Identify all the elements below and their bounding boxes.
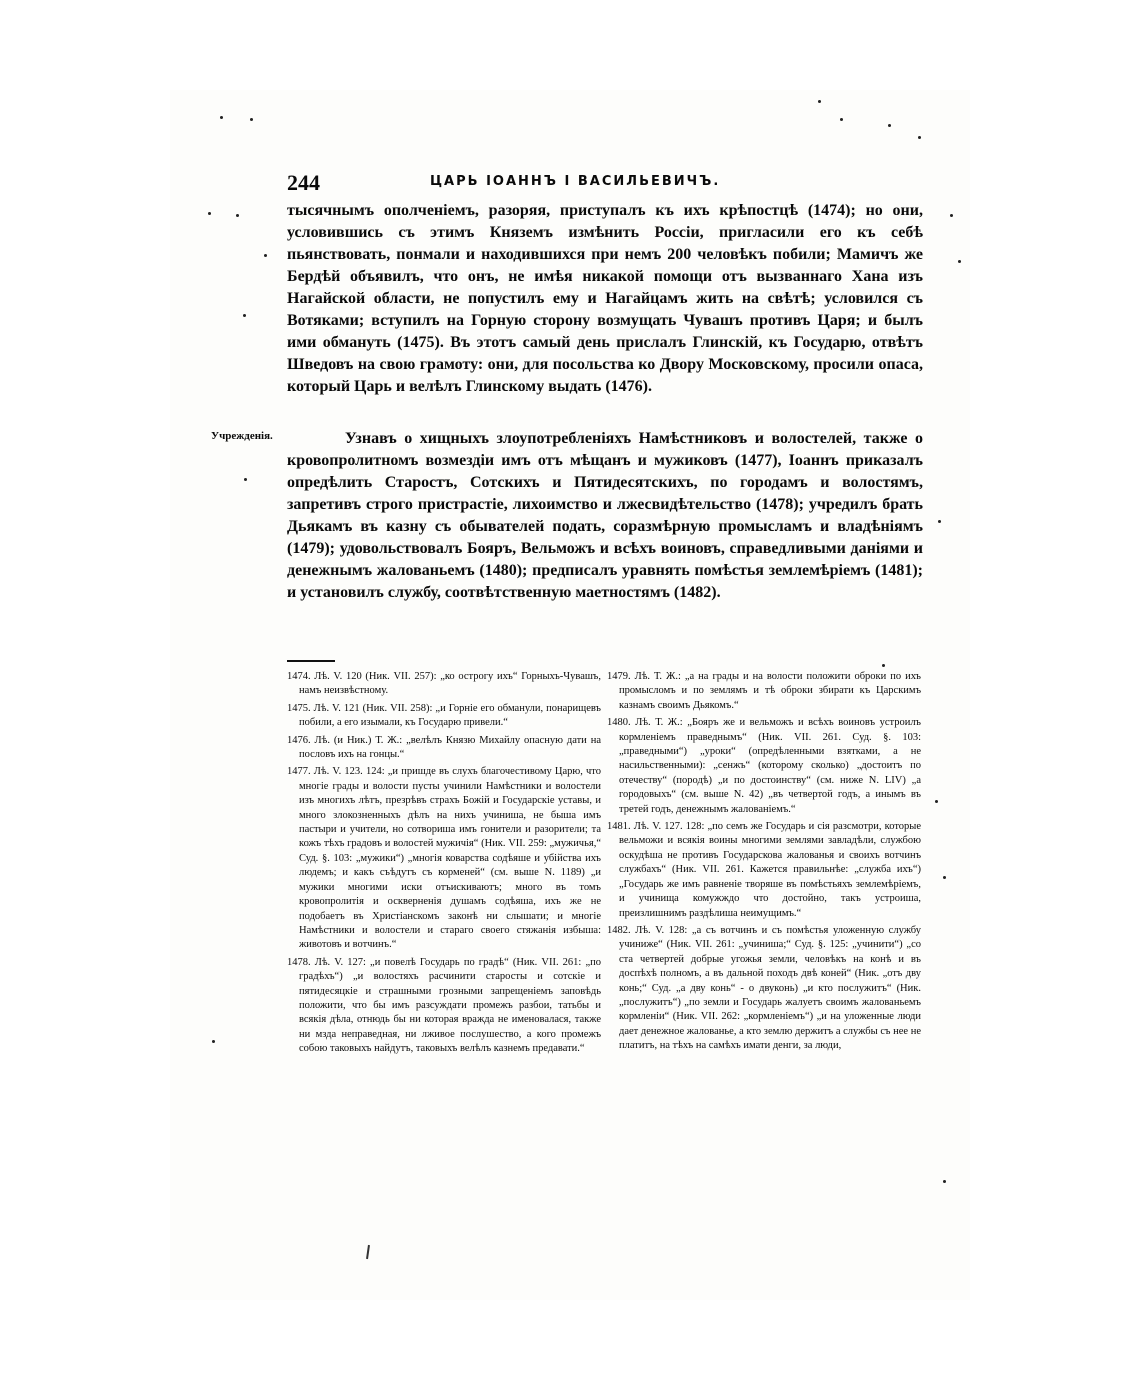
scan-speck: [243, 314, 246, 317]
footnotes-right-column: [607, 670, 921, 1057]
footnote: 1477. Лѣ. V. 123. 124: „и пришде въ слухъ благочестивому Царю, что многіе грады и волости пусты учинили Намѣстники и волостели изъ многихъ лѣтъ, презрѣвъ страхъ Божій и Государскіе уставы, и много злокозненныхъ дѣлъ на нихъ учиниша, не быша имъ пастыри и учители, но сотвориша имъ гонители и разорители; та кожъ тѣхъ градовъ и волостей мужичія“ (Ник. VII. 259: „мужичья,“ Суд. §. 103: „мужики“) „многія коварства содѣяше и убійства ихъ людемъ; и какъ съѣдутъ съ корменей“ (см. выше N. 1189) „и мужики многими иски отъискиваютъ; много въ томъ кровопролитія и оскверненія душамъ содѣяша, ихъ же не подобаетъ въ Христіанскомъ законѣ ни слышати; и многіе Намѣстники и волостели и стараго своего стяжанія избыша: животовъ и вотчинъ.“: [287, 766, 601, 951]
scan-speck: [882, 664, 885, 667]
footnotes-left-column: [287, 670, 601, 1060]
footnote: 1479. Лѣ. Т. Ж.: „а на грады и на волости положити оброки по ихъ промысломъ и по землямъ и тѣ оброки збирати къ Царскимъ казнамъ своимъ Дьякомъ.“: [607, 671, 921, 711]
scan-speck: [943, 876, 946, 879]
footnote: 1476. Лѣ. (и Ник.) Т. Ж.: „велѣлъ Князю Михайлу опасную дати на пословъ ихъ на гонцы.“: [287, 734, 601, 761]
page-number: 244: [287, 170, 320, 195]
running-title: ЦАРЬ ІОАННЪ І ВАСИЛЬЕВИЧЪ.: [430, 174, 721, 189]
scan-speck: [244, 478, 247, 481]
scan-speck: [935, 800, 938, 803]
scan-speck: [958, 260, 961, 263]
footnote: 1474. Лѣ. V. 120 (Ник. VII. 257): „ко острогу ихъ“ Горныхъ-Чувашъ, намъ неизвѣстному.: [287, 671, 601, 697]
scan-speck: [220, 116, 223, 119]
footnote: 1480. Лѣ. Т. Ж.: „Бояръ же и вельможъ и всѣхъ воиновъ устроилъ кормленіемъ праведнымъ“ (Ник. VII. 261. Суд. §. 103: „праведными“) „уроки“ (опредѣленными взятками, а не насильственными): „сенжъ“ (которому сколько) „достоитъ по отечеству“ (породѣ) „и по достоинству“ (см. ниже N. LIV) „а городовыхъ“ (см. выше N. 42) „въ четвертой годъ, а инымъ въ третей годъ, денежнымъ жалованіемъ.“: [607, 717, 921, 815]
body-paragraph-2: Узнавъ о хищныхъ злоупотребленіяхъ Намѣстниковъ и волостелей, также о кровопролитномъ возмездіи имъ отъ мѣщанъ и мужиковъ (1477), Іоаннъ приказалъ опредѣлить Старостъ, Сотскихъ и Пятидесятскихъ, по городамъ и волостямъ, запретивъ строго пристрастіе, лихоимство и лжесвидѣтельство (1478); учредилъ брать Дьякамъ въ казну съ обывателей подать, соразмѣрную промысламъ и владѣніямъ (1479); удовольствовалъ Бояръ, Вельможъ и всѣхъ воиновъ, справедливыми даніями и денежнымъ жалованьемъ (1480); предписалъ уравнять помѣстья землемѣріемъ (1481); и установилъ службу, соотвѣтственную маетностямъ (1482).: [287, 430, 923, 601]
margin-note: Учрежденія.: [211, 430, 273, 442]
scan-speck: [918, 136, 921, 139]
footnote: 1478. Лѣ. V. 127: „и повелѣ Государь по градѣ“ (Ник. VII. 261: „по градѣхъ“) „и волостяхъ расчинити старосты и сотскіе и пятидесяцкіе и страшными грозными запрещеніемъ заповѣдь положити, что бы имъ разсуждати промежъ разбои, татьбы и всякія дѣла, отнюдь бы ни которая вражда не именовалася, также ни мзда неправедная, ни лживое послушество, а кого промежъ собою таковыхъ найдутъ, таковыхъ велѣлъ казнемъ предавати.“: [287, 956, 601, 1055]
body-paragraph-1: тысячнымъ ополченіемъ, разоряя, приступалъ къ ихъ крѣпостцѣ (1474); но они, условившись съ этимъ Княземъ измѣнить Россіи, пригласили его къ себѣ пьянствовать, понмали и находившихся при немъ 200 человѣкъ побили; Мамичъ же Бердѣй объявилъ, что онъ, не имѣя никакой помощи отъ вызваннаго Хана изъ Нагайской области, не попустилъ ему и Нагайцамъ жить на свѣтѣ; условился съ Вотяками; вступилъ на Горную сторону возмущать Чувашъ противъ Царя; и былъ ими обмануть (1475). Въ этотъ самый день прислалъ Глинскій, къ Государю, отвѣтъ Шведовъ на свою грамоту: они, для посольства ко Двору Московскому, просили опаса, который Царь и велѣлъ Глинскому выдать (1476).: [287, 202, 923, 395]
scan-speck: [943, 1180, 946, 1183]
scan-speck: [818, 100, 821, 103]
scan-speck: [950, 214, 953, 217]
scan-speck: [938, 520, 941, 523]
footnote: 1481. Лѣ. V. 127. 128: „по семъ же Государь и сія разсмотри, которые вельможи и всякія воины многими землями завладѣли, службою оскудѣша не противъ Государскова жалованья и своихъ вотчинъ службахъ“ (Ник. VII. 261. Кажется правильнѣе: „служба ихъ“) „Государь же имъ равненіе творяше въ помѣстьяхъ землемѣріемъ, и учинища комужждо что достойно, такъ устроиша, преизлишнимъ раздѣлиша неимущимъ.“: [607, 821, 921, 919]
scan-speck: [250, 118, 253, 121]
scan-speck: [208, 212, 211, 215]
scan-speck: [840, 118, 843, 121]
footnote: 1475. Лѣ. V. 121 (Ник. VII. 258): „и Горніе его обманули, понарищевъ побили, а его изымали, къ Государю привели.“: [287, 702, 601, 729]
footnote: 1482. Лѣ. V. 128: „а съ вотчинъ и съ помѣстья уложенную службу учиниже“ (Ник. VII. 261: „учиниша;“ Суд. §. 125: „учинити“) „со ста четвертей добрые угожья земли, человѣкъ на конѣ и въ доспѣхѣ полномъ, а въ дальной походъ двѣ коней“ (Ник. „отъ дву конь;“ Суд. „а дву конь“ - о двуконь) „и кто послужитъ“ (Ник. „послужитъ“) „по земли и Государь жалуетъ своимъ жалованьемъ кормленіи“ (Ник. VII. 262: „кормленіемъ“) „и на уложенные люди дает денежное жалованье, а кто землю держитъ а службы съ нее не платитъ, на тѣхъ на самѣхъ имати денги, за люди,: [607, 924, 921, 1052]
footnote-rule: [287, 660, 335, 662]
scan-speck: [212, 1040, 215, 1043]
scan-speck: [264, 254, 267, 257]
scan-speck: [236, 214, 239, 217]
scan-speck: [888, 124, 891, 127]
